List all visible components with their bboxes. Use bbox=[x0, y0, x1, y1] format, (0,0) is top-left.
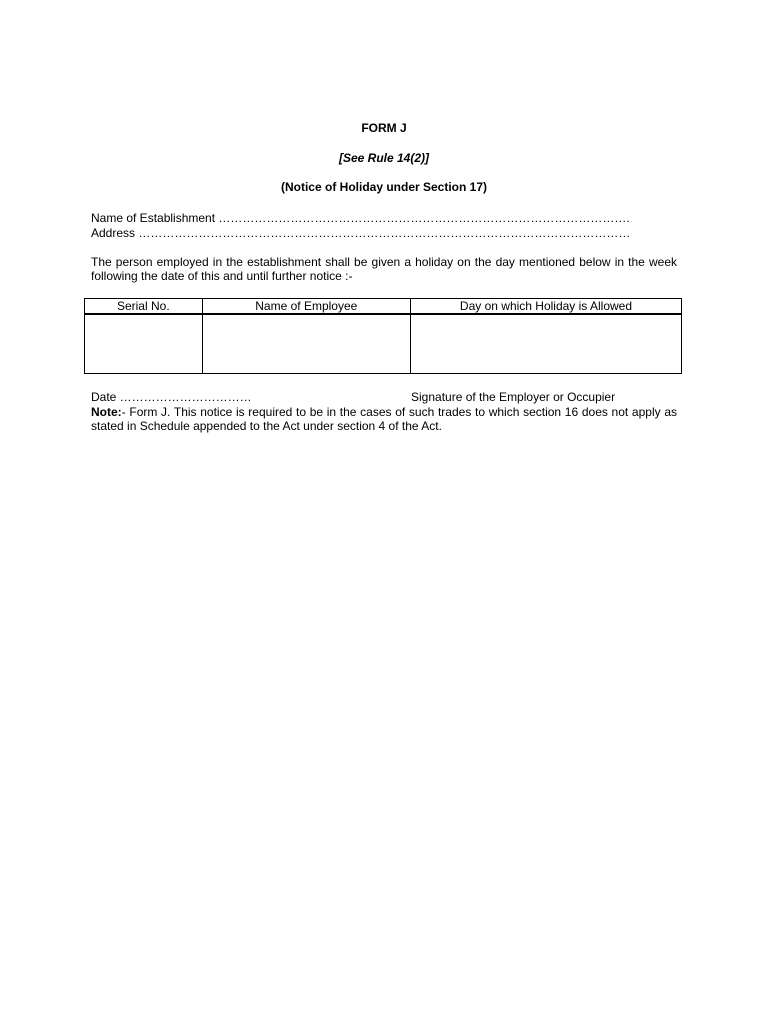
establishment-name-field: Name of Establishment …………………………………………………………………………………………. bbox=[91, 211, 630, 225]
note-paragraph bbox=[91, 405, 677, 433]
header-holiday-day: Day on which Holiday is Allowed bbox=[410, 299, 681, 315]
cell-serial-no bbox=[85, 314, 203, 374]
intro-paragraph: The person employed in the establishment shall be given a holiday on the day mentioned below in the week following the date of this and until further notice :- bbox=[91, 255, 677, 283]
note-text: - Form J. This notice is required to be in the cases of such trades to which section 16 does not apply as stated in Schedule appended to the Act under section 4 of the Act. bbox=[91, 405, 677, 433]
holiday-table bbox=[84, 298, 682, 374]
header-employee-name: Name of Employee bbox=[202, 299, 410, 315]
note-label: Note: bbox=[91, 405, 122, 419]
notice-heading: (Notice of Holiday under Section 17) bbox=[280, 180, 488, 194]
table-row bbox=[85, 314, 682, 374]
signature-label: Signature of the Employer or Occupier bbox=[411, 390, 616, 404]
header-serial-no: Serial No. bbox=[85, 299, 203, 315]
cell-holiday-day bbox=[410, 314, 681, 374]
table-header-row bbox=[85, 299, 682, 315]
cell-employee-name bbox=[202, 314, 410, 374]
rule-reference: [See Rule 14(2)] bbox=[338, 151, 430, 165]
address-field: Address …………………………………………………………………………………………………………… bbox=[91, 226, 631, 240]
date-field: Date …………………………… bbox=[91, 390, 252, 404]
form-title: FORM J bbox=[361, 121, 407, 135]
